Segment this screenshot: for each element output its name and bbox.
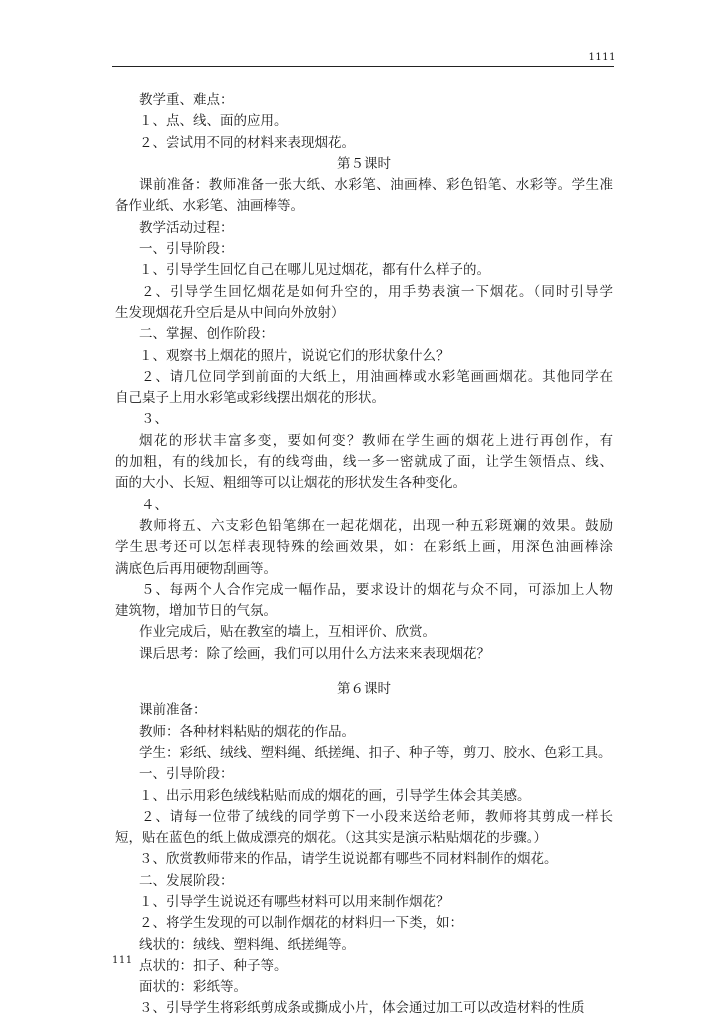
text-line: 满底色后再用硬物刮画等。 xyxy=(115,560,277,577)
section-gap xyxy=(115,665,613,679)
text-line: 一、引导阶段： xyxy=(139,241,234,258)
text-line: 备作业纸、水彩笔、油画棒等。 xyxy=(115,198,304,215)
text-line: 教师将五、六支彩色铅笔绑在一起花烟花，出现一种五彩斑斓的效果。鼓励 xyxy=(139,517,613,534)
text-line: ３、 xyxy=(141,411,168,428)
text-line: 一、引导阶段： xyxy=(139,766,234,783)
text-line: １、引导学生回忆自己在哪儿见过烟花，都有什么样子的。 xyxy=(139,262,490,279)
text-line: ２、将学生发现的可以制作烟花的材料归一下类，如： xyxy=(139,915,463,932)
text-line: １、观察书上烟花的照片，说说它们的形状象什么？ xyxy=(139,347,450,364)
text-line: ２、引导学生回忆烟花是如何升空的，用手势表演一下烟花。（同时引导学 xyxy=(141,283,613,300)
text-line: 二、掌握、创作阶段： xyxy=(139,326,274,343)
text-line: 二、发展阶段： xyxy=(139,872,234,889)
footer-page-number: 111 xyxy=(112,955,133,966)
text-line: ３、欣赏教师带来的作品，请学生说说都有哪些不同材料制作的烟花。 xyxy=(139,851,558,868)
text-line: ２、尝试用不同的材料来表现烟花。 xyxy=(139,134,355,151)
text-line: ４、 xyxy=(141,496,168,513)
text-line: 作业完成后，贴在教室的墙上，互相评价、欣赏。 xyxy=(139,624,436,641)
text-line: 教学活动过程： xyxy=(139,219,234,236)
text-line: 课前准备：教师准备一张大纸、水彩笔、油画棒、彩色铅笔、水彩等。学生准 xyxy=(139,177,613,194)
text-line: 学生思考还可以怎样表现特殊的绘画效果，如：在彩纸上画，用深色油画棒涂 xyxy=(115,539,613,556)
text-line: 自己桌子上用水彩笔或彩线摆出烟花的形状。 xyxy=(115,390,385,407)
text-line: 学生：彩纸、绒线、塑料绳、纸搓绳、扣子、种子等，剪刀、胶水、色彩工具。 xyxy=(139,744,612,761)
header-page-number: 1111 xyxy=(588,52,616,63)
document-body xyxy=(115,90,613,1020)
text-line: 短，贴在蓝色的纸上做成漂亮的烟花。（这其实是演示粘贴烟花的步骤。） xyxy=(115,830,547,847)
text-line: 课后思考：除了绘画，我们可以用什么方法来来表现烟花？ xyxy=(139,645,490,662)
text-line: 点状的：扣子、种子等。 xyxy=(139,957,288,974)
text-line: １、点、线、面的应用。 xyxy=(139,113,288,130)
text-line: 课前准备： xyxy=(139,702,207,719)
section-heading: 第６课时 xyxy=(337,681,391,698)
text-line: 教学重、难点： xyxy=(139,92,234,108)
text-line: ５、每两个人合作完成一幅作品，要求设计的烟花与众不同，可添加上人物 xyxy=(141,581,613,598)
text-line: ２、请每一位带了绒线的同学剪下一小段来送给老师，教师将其剪成一样长 xyxy=(141,808,613,825)
header-rule xyxy=(112,66,614,67)
text-line: 面状的：彩纸等。 xyxy=(139,979,247,996)
text-line: 的加粗，有的线加长，有的线弯曲，线一多一密就成了面，让学生领悟点、线、 xyxy=(115,454,613,471)
text-line: 面的大小、长短、粗细等可以让烟花的形状发生各种变化。 xyxy=(115,475,466,492)
text-line: 教师：各种材料粘贴的烟花的作品。 xyxy=(139,723,355,740)
text-line: 线状的：绒线、塑料绳、纸搓绳等。 xyxy=(139,936,355,953)
text-line: １、出示用彩色绒线粘贴而成的烟花的画，引导学生体会其美感。 xyxy=(139,787,531,804)
section-heading: 第５课时 xyxy=(337,155,391,172)
text-line: ２、请几位同学到前面的大纸上，用油画棒或水彩笔画画烟花。其他同学在 xyxy=(141,368,613,385)
text-line: １、引导学生说说还有哪些材料可以用来制作烟花？ xyxy=(139,893,450,910)
text-line: 烟花的形状丰富多变，要如何变？教师在学生画的烟花上进行再创作，有 xyxy=(139,432,613,449)
text-line: ３、引导学生将彩纸剪成条或撕成小片，体会通过加工可以改造材料的性质 xyxy=(139,1000,585,1017)
text-line: 建筑物，增加节日的气氛。 xyxy=(115,603,277,620)
text-line: 生发现烟花升空后是从中间向外放射） xyxy=(115,304,345,321)
